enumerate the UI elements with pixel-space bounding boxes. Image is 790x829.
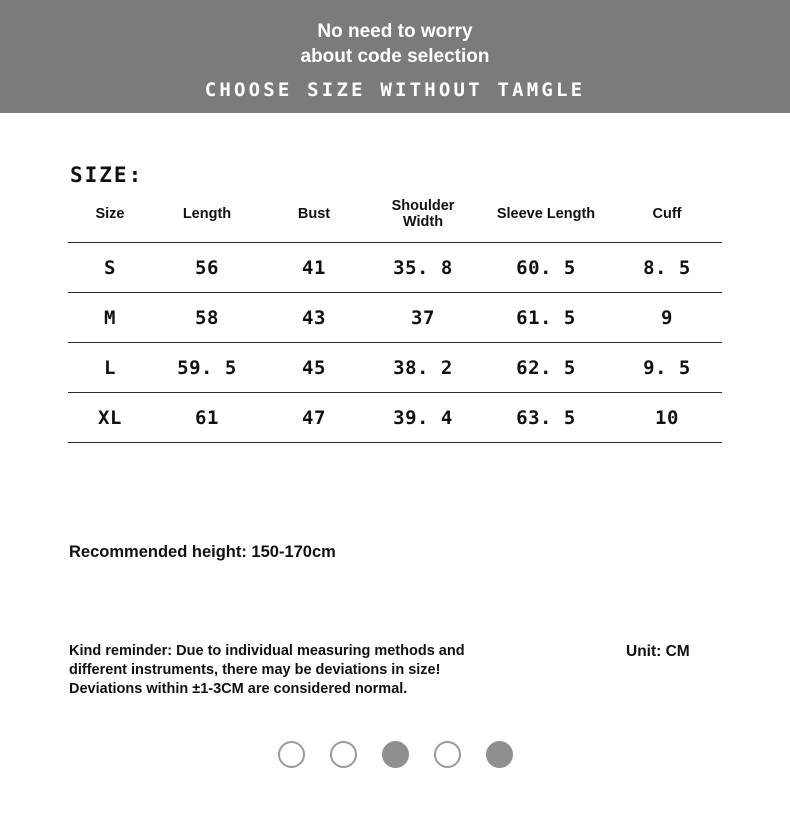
cell-length: 58 [195, 307, 219, 329]
cell-size: M [104, 307, 116, 329]
banner-heading-line2: about code selection [300, 45, 490, 67]
cell-bust: 47 [302, 407, 326, 429]
cell-shoulder: 39. 4 [393, 407, 453, 429]
column-header-length: Length [182, 206, 232, 222]
pagination-dots [0, 741, 790, 768]
cell-length: 59. 5 [177, 357, 237, 379]
cell-bust: 41 [302, 257, 326, 279]
kind-reminder-note [69, 642, 549, 699]
cell-bust: 43 [302, 307, 326, 329]
cell-size: XL [98, 407, 122, 429]
pagination-dot-active[interactable] [382, 741, 409, 768]
cell-size: L [104, 357, 116, 379]
pagination-dot[interactable] [434, 741, 461, 768]
size-table-body [68, 243, 722, 443]
cell-sleeve: 63. 5 [516, 407, 576, 429]
size-section-label: SIZE: [70, 163, 144, 187]
column-header-bust: Bust [297, 206, 331, 222]
cell-size: S [104, 257, 116, 279]
table-row [68, 243, 722, 293]
recommended-height-note: Recommended height: 150-170cm [69, 543, 336, 561]
cell-length: 56 [195, 257, 219, 279]
size-table [68, 196, 722, 443]
cell-shoulder: 37 [411, 307, 435, 329]
cell-shoulder: 38. 2 [393, 357, 453, 379]
cell-sleeve: 60. 5 [516, 257, 576, 279]
table-header-row [68, 196, 722, 243]
cell-sleeve: 62. 5 [516, 357, 576, 379]
banner-subtitle: CHOOSE SIZE WITHOUT TAMGLE [204, 78, 586, 101]
pagination-dot[interactable] [330, 741, 357, 768]
cell-bust: 45 [302, 357, 326, 379]
column-header-shoulder-line1: Shoulder [391, 198, 455, 214]
pagination-dot[interactable] [278, 741, 305, 768]
table-row [68, 293, 722, 343]
column-header-shoulder-line2: Width [402, 214, 444, 230]
column-header-size: Size [95, 206, 125, 222]
reminder-line-3: Deviations within ±1-3CM are considered normal. [69, 681, 408, 697]
reminder-line-1: Kind reminder: Due to individual measuring methods and [69, 643, 465, 659]
cell-cuff: 9. 5 [643, 357, 691, 379]
table-row [68, 343, 722, 393]
unit-label: Unit: CM [626, 643, 690, 660]
column-header-cuff: Cuff [652, 206, 682, 222]
pagination-dot-active[interactable] [486, 741, 513, 768]
column-header-shoulder-width [366, 196, 480, 243]
table-row [68, 393, 722, 443]
cell-cuff: 10 [655, 407, 679, 429]
cell-cuff: 8. 5 [643, 257, 691, 279]
cell-cuff: 9 [661, 307, 673, 329]
cell-sleeve: 61. 5 [516, 307, 576, 329]
size-table-header [68, 196, 722, 243]
cell-shoulder: 35. 8 [393, 257, 453, 279]
column-header-sleeve-length: Sleeve Length [496, 206, 596, 222]
reminder-line-2: different instruments, there may be deviations in size! [69, 662, 441, 678]
cell-length: 61 [195, 407, 219, 429]
banner-heading-line1: No need to worry [317, 20, 473, 42]
header-banner [0, 0, 790, 113]
